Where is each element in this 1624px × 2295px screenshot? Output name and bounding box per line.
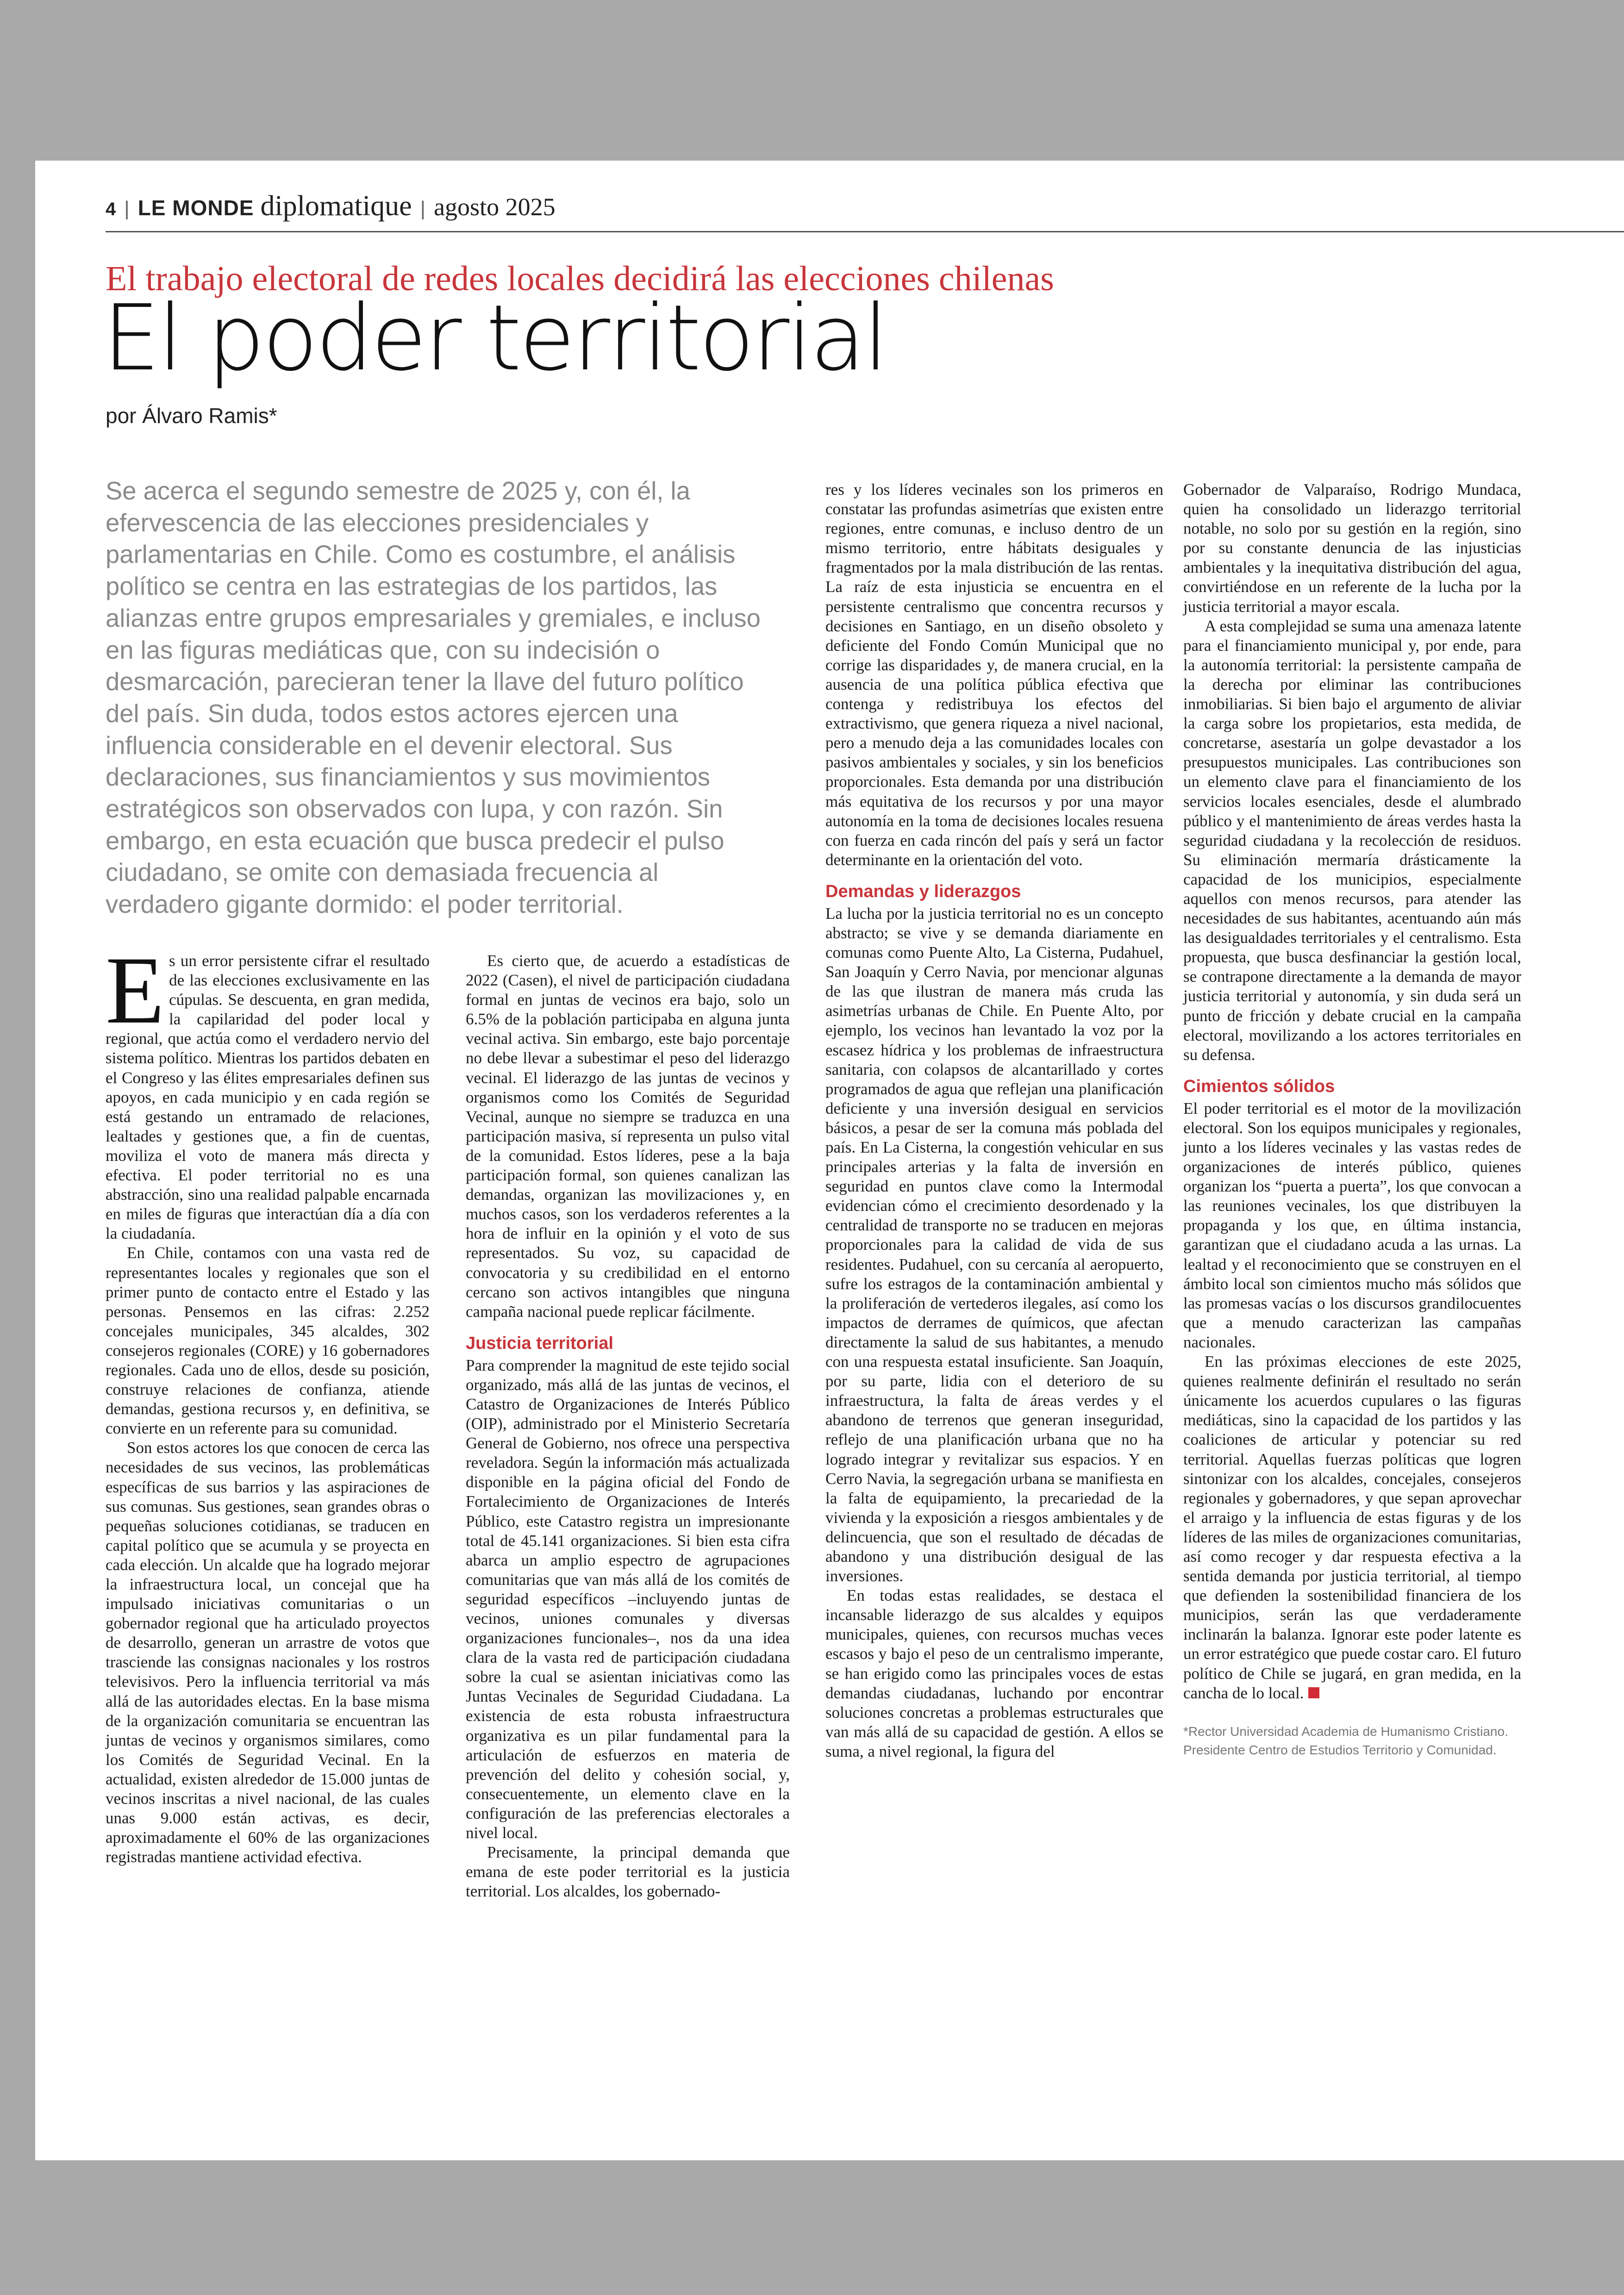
paragraph: Gobernador de Valparaíso, Rodrigo Mundaca, quien ha consolidado un liderazgo territorial notable, no solo por su gestión en la región, sino por su constante denuncia de las injusticias ambientales y la inequitativa distribución del agua, convirtiéndose en un referente de la lucha por la justicia territorial a mayor escala. bbox=[1183, 480, 1521, 616]
article-byline: por Álvaro Ramis* bbox=[106, 404, 277, 428]
section-heading-demandas: Demandas y liderazgos bbox=[825, 881, 1021, 901]
paragraph: La lucha por la justicia territorial no es un concepto abstracto; se vive y se demanda diariamente en comunas como Puente Alto, La Cisterna, Pudahuel, San Joaquín y Cerro Navia, por mencionar algunas de las que ilustran de manera más cruda las asimetrías urbanas de Chile. En Puente Alto, por ejemplo, los vecinos han levantado la voz por la escasez hídrica y los problemas de infraestructura sanitaria, con colapsos de alcantarillado y cortes programados de agua que reflejan una planificación deficiente y una inversión desigual en servicios básicos, a pesar de ser la comuna más poblada del país. En La Cisterna, la congestión vehicular en sus principales arterias y la falta de inversión en seguridad en puntos clave como la Intermodal evidencian cómo el crecimiento desordenado y la centralidad de transporte no se traducen en mejoras proporcionales para la calidad de vida de sus residentes. Pudahuel, con su cercanía al aeropuerto, sufre los estragos de la contaminación ambiental y la proliferación de vertederos ilegales, así como los impactos de derrames de químicos, que afectan directamente la salud de sus habitantes, a menudo con una respuesta estatal insuficiente. San Joaquín, por su parte, lidia con el deterioro de su infraestructura, la falta de áreas verdes y el abandono de terrenos que generan inseguridad, reflejo de una planificación urbana que no ha logrado integrar y revitalizar sus espacios. Y en Cerro Navia, la segregación urbana se manifiesta en la falta de equipamiento, la precariedad de la vivienda y la exposición a riesgos ambientales y de delincuencia, que son el resultado de décadas de abandono y una distribución desigual de las inversiones. bbox=[825, 904, 1163, 1585]
header-rule bbox=[106, 231, 1624, 232]
paragraph: En Chile, contamos con una vasta red de representantes locales y regionales que son el primer punto de contacto entre el Estado y las personas. Pensemos en las cifras: 2.252 concejales municipales, 345 alcaldes, 302 consejeros regionales (CORE) y 16 gobernadores regionales. Cada uno de ellos, desde su posición, construye relaciones de confianza, atiende demandas, gestiona recursos y, en definitiva, se convierte en un referente para su comunidad. bbox=[106, 1244, 430, 1438]
page-header bbox=[106, 190, 1624, 223]
paragraph: res y los líderes vecinales son los primeros en constatar las profundas asimetrías que existen entre regiones, entre comunas, e incluso dentro de un mismo territorio, entre hábitats desiguales y fragmentados por la mala distribución de las rentas. La raíz de esta injusticia se encuentra en el persistente centralismo que concentra recursos y decisiones en Santiago, en un diseño obsoleto y deficiente del Fondo Común Municipal que no corrige las disparidades y, de manera crucial, en la ausencia de una política pública efectiva que contenga y redistribuya los efectos del extractivismo, que genera riqueza a nivel nacional, pero a menudo deja a las comunidades locales con pasivos ambientales y sociales, y sin los beneficios proporcionales. Esta demanda por una distribución más equitativa de los recursos y por una mayor autonomía en la toma de decisiones locales resuena con fuerza en cada rincón del país y será un factor determinante en la orientación del voto. bbox=[825, 480, 1163, 869]
column-1 bbox=[106, 937, 430, 1867]
column-4 bbox=[1183, 480, 1521, 1759]
paragraph: Para comprender la magnitud de este tejido social organizado, más allá de las juntas de vecinos, el Catastro de Organizaciones de Interés Público (OIP), administrado por el Ministerio Secretaría General de Gobierno, nos ofrece una perspectiva reveladora. Según la información más actualizada disponible en la página oficial del Fondo de Fortalecimiento de Organizaciones de Interés Público, este Catastro registra un impresionante total de 45.141 organizaciones. Si bien esta cifra abarca un amplio espectro de agrupaciones comunitarias que van más allá de los comités de seguridad específicos –incluyendo juntas de vecinos, uniones comunales y diversas organizaciones funcionales–, nos da una idea clara de la vasta red de participación ciudadana sobre la cual se asientan iniciativas como las Juntas Vecinales de Seguridad Ciudadana. La existencia de esta robusta infraestructura organizativa es un pilar fundamental para la articulación de esfuerzos en materia de prevención del delito y cohesión social, y, consecuentemente, un elemento clave en la configuración de las preferencias electorales a nivel local. bbox=[466, 1356, 790, 1842]
header-separator: | bbox=[124, 197, 130, 220]
paragraph: Es cierto que, de acuerdo a estadísticas de 2022 (Casen), el nivel de participación ciudadana formal en juntas de vecinos era bajo, solo un 6.5% de la población participaba en alguna junta vecinal activa. Sin embargo, este bajo porcentaje no debe llevar a subestimar el peso del liderazgo vecinal. El liderazgo de las juntas de vecinos y organismos como los Comités de Seguridad Vecinal, aunque no siempre se traduzca en una participación masiva, sí representa un pulso vital de la comunidad. Estos líderes, pese a la baja participación formal, son quienes canalizan las demandas, organizan las movilizaciones y, en muchos casos, son los verdaderos referentes a la hora de influir en la opinión y el voto de sus representados. Su voz, su capacidad de convocatoria y su credibilidad en el entorno cercano son activos intangibles que ninguna campaña nacional puede replicar fácilmente. bbox=[466, 952, 790, 1321]
paragraph: En las próximas elecciones de este 2025, quienes realmente definirán el resultado no serán únicamente los acuerdos cupulares o las figuras mediáticas, sino la capacidad de los partidos y las coaliciones de articular y potenciar su red territorial. Aquellas fuerzas políticas que logren sintonizar con los alcaldes, concejales, consejeros regionales y gobernadores, y que sepan aprovechar el arraigo y la influencia de estas figuras y de los líderes de las miles de organizaciones comunitarias, así como recoger y dar respuesta efectiva a la sentida demanda por justicia territorial, al tiempo que defienden la sostenibilidad financiera de los municipios, serán las que verdaderamente inclinarán la balanza. Ignorar este poder latente es un error estratégico que puede costar caro. El futuro político de Chile se jugará, en gran medida, en la cancha de lo local. bbox=[1183, 1353, 1521, 1702]
page-number: 4 bbox=[106, 199, 116, 219]
brand-subtitle: diplomatique bbox=[260, 190, 412, 222]
section-heading-cimientos: Cimientos sólidos bbox=[1183, 1076, 1335, 1096]
brand-name: LE MONDE bbox=[137, 196, 254, 220]
drop-cap: E bbox=[106, 937, 165, 1043]
column-2 bbox=[466, 951, 790, 1901]
paragraph: El poder territorial es el motor de la movilización electoral. Son los equipos municipales y regionales, junto a los líderes vecinales y las vastas redes de organizaciones de interés público, quienes organizan los “puerta a puerta”, los que convocan a las reuniones vecinales, los que distribuyen la propaganda y los que, en última instancia, garantizan que el ciudadano acuda a las urnas. La lealtad y el reconocimiento que se construyen en el ámbito local son cimientos mucho más sólidos que las promesas vacías o los discursos grandilocuentes que a menudo caracterizan las campañas nacionales. bbox=[1183, 1099, 1521, 1351]
paragraph: Es un error persistente cifrar el resultado de las elecciones exclusivamente en las cúpulas. Se descuenta, en gran medida, la capilaridad del poder local y regional, que actúa como el verdadero nervio del sistema político. Mientras los partidos debaten en el Congreso y las élites empresariales definen sus apoyos, en cada municipio y en cada región se está gestando un entramado de relaciones, lealtades y gestiones que, a fin de cuentas, moviliza el voto de manera más directa y efectiva. El poder territorial no es una abstracción, sino una realidad palpable encarnada en miles de figuras que interactúan día a día con la ciudadanía. bbox=[106, 937, 430, 1243]
paragraph: En todas estas realidades, se destaca el incansable liderazgo de sus alcaldes y equipos municipales, quienes, con recursos muchas veces escasos y bajo el peso de un centralismo imperante, se han erigido como las principales voces de estas demandas ciudadanas, luchando por encontrar soluciones concretas a problemas estructurales que van más allá de su capacidad de gestión. A ellos se suma, a nivel regional, la figura del bbox=[825, 1586, 1163, 1760]
header-separator-2: | bbox=[420, 197, 426, 220]
paragraph: Precisamente, la principal demanda que emana de este poder territorial es la justicia territorial. Los alcaldes, los gobernado- bbox=[466, 1843, 790, 1901]
paragraph: Son estos actores los que conocen de cerca las necesidades de sus vecinos, las problemáticas específicas de sus barrios y las aspiraciones de sus comunas. Sus gestiones, sean grandes obras o pequeñas soluciones cotidianas, se traducen en capital político que se acumula y se proyecta en cada elección. Un alcalde que ha logrado mejorar la infraestructura local, un concejal que ha impulsado iniciativas comunitarias o un gobernador regional que ha articulado proyectos de desarrollo, generan un arrastre de votos que trasciende las consignas nacionales y los rostros televisivos. Pero la influencia territorial va más allá de las autoridades electas. En la base misma de la organización comunitaria se encuentran las juntas de vecinos y organismos similares, como los Comités de Seguridad Vecinal. En la actualidad, existen alrededor de 15.000 juntas de vecinos inscritas a nivel nacional, de las cuales unas 9.000 están activas, es decir, aproximadamente el 60% de las organizaciones registradas mantiene actividad efectiva. bbox=[106, 1439, 430, 1866]
section-heading-justicia: Justicia territorial bbox=[466, 1333, 613, 1353]
author-footnote: *Rector Universidad Academia de Humanismo Cristiano. Presidente Centro de Estudios Territorio y Comunidad. bbox=[1183, 1724, 1508, 1757]
article-kicker: El trabajo electoral de redes locales decidirá las elecciones chilenas bbox=[106, 259, 1054, 298]
article-lead: Se acerca el segundo semestre de 2025 y, con él, la efervescencia de las elecciones presidenciales y parlamentarias en Chile. Como es costumbre, el análisis político se centra en las estrategias de los partidos, las alianzas entre grupos empresariales y gremiales, e incluso en las figuras mediáticas que, con su indecisión o desmarcación, parecieran tener la llave del futuro político del país. Sin duda, todos estos actores ejercen una influencia considerable en el devenir electoral. Sus declaraciones, sus financiamientos y sus movimientos estratégicos son observados con lupa, y con razón. Sin embargo, en esta ecuación que busca predecir el pulso ciudadano, se omite con demasiada frecuencia al verdadero gigante dormido: el poder territorial. bbox=[106, 477, 761, 919]
paragraph: A esta complejidad se suma una amenaza latente para el financiamiento municipal y, por ende, para la autonomía territorial: la persistente campaña de la derecha por eliminar las contribuciones inmobiliarias. Si bien bajo el argumento de aliviar la carga sobre los propietarios, esta medida, de concretarse, asestaría un golpe devastador a los presupuestos municipales. Las contribuciones son un elemento clave para el financiamiento de los servicios locales esenciales, desde el alumbrado público y el mantenimiento de áreas verdes hasta la seguridad ciudadana y la recolección de residuos. Su eliminación mermaría drásticamente la capacidad de los municipios, especialmente aquellos con menos recursos, para atender las necesidades de sus habitantes, acentuando aún más las desigualdades territoriales y el centralismo. Esta propuesta, que busca desfinanciar la gestión local, se contrapone directamente a la demanda de mayor justicia territorial y autonomía, y sin duda será un punto de fricción y debate crucial en la campaña electoral, movilizando a los actores territoriales en su defensa. bbox=[1183, 617, 1521, 1064]
column-3 bbox=[825, 480, 1163, 1761]
end-mark bbox=[1308, 1687, 1319, 1698]
issue-date: agosto 2025 bbox=[434, 193, 556, 221]
article-title: El poder territorial bbox=[103, 286, 887, 391]
newspaper-page bbox=[35, 161, 1624, 2160]
